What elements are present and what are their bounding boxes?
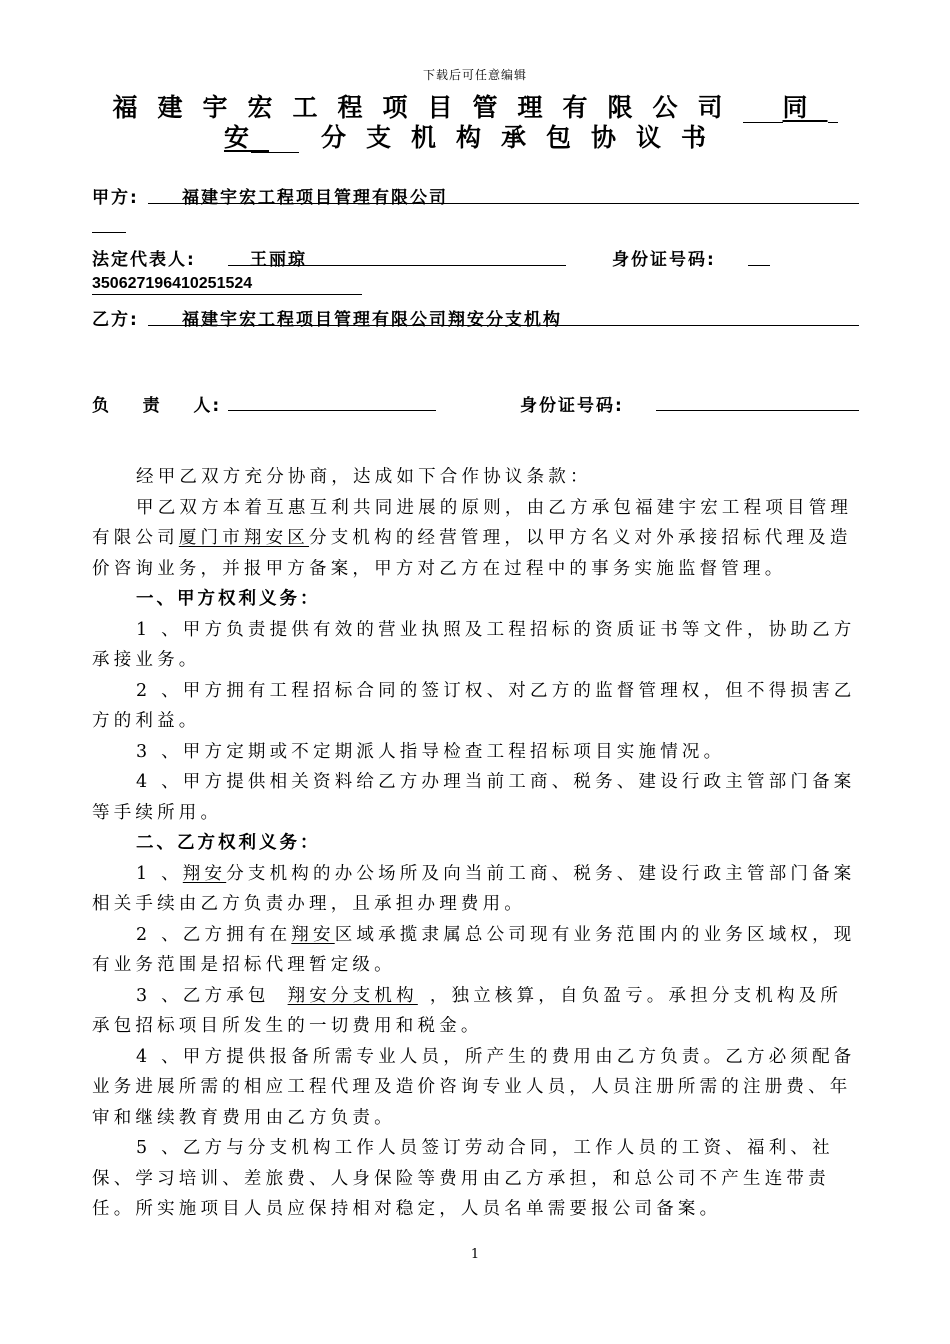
page-number: 1: [470, 1247, 480, 1262]
clause-b2-text-b: 区域承揽隶属总公司现有业务范围内的业务区域权，现有业务范围是招标代理暂定级。: [92, 924, 856, 975]
responsible-id-underline: [656, 410, 859, 411]
clause-b5: 5 、乙方与分支机构工作人员签订劳动合同，工作人员的工资、福利、社保、学习培训、差旅费、人身保险等费用由乙方承担，和总公司不产生连带责任。所实施项目人员应保持相对稳定，人员名单需要报公司备案。: [92, 1138, 834, 1219]
section-1-heading: 一、甲方权利义务：: [136, 589, 321, 609]
title-fill-1: 同: [782, 93, 828, 122]
clause-b2: [92, 920, 860, 981]
purpose-place: 厦门市翔安区: [178, 528, 310, 548]
clause-b1-place: 翔安: [182, 863, 227, 884]
responsible-label: 负 责 人:: [92, 396, 222, 416]
clause-b2-text-a: 2 、乙方拥有在: [136, 924, 292, 945]
party-b-name: 福建宇宏工程项目管理有限公司翔安分支机构: [182, 310, 562, 330]
legal-rep-label: 法定代表人:: [92, 250, 196, 270]
legal-rep-underline: [228, 265, 566, 266]
section-2-heading: 二、乙方权利义务：: [136, 833, 321, 853]
title-line-2: [0, 118, 950, 154]
title-prefix: 福建宇宏工程项目管理有限公司: [112, 93, 743, 122]
title-suffix: 分支机构承包协议书: [321, 123, 727, 152]
legal-rep-name: 王丽琼: [250, 250, 307, 270]
clause-a2: 2 、甲方拥有工程招标合同的签订权、对乙方的监督管理权，但不得损害乙方的利益。: [92, 680, 856, 731]
responsible-underline: [228, 410, 436, 411]
legal-rep-id-label: 身份证号码:: [612, 250, 716, 270]
header-note: 下载后可任意编辑: [422, 68, 527, 82]
intro-paragraph: 经甲乙双方充分协商，达成如下合作协议条款：: [136, 467, 592, 487]
clause-b1: [92, 859, 860, 920]
purpose-text-a: 甲乙双方本着互惠互利共同进展的原则，由乙方承包福建宇宏工程项目管理有限公司: [92, 497, 853, 548]
clause-a1: 1 、甲方负责提供有效的营业执照及工程招标的资质证书等文件，协助乙方承接业务。: [92, 619, 856, 670]
clause-a4: 4 、甲方提供相关资料给乙方办理当前工商、税务、建设行政主管部门备案等手续所用。: [92, 772, 856, 823]
clause-b3-text-b: ，独立核算，自负盈亏。承担分支机构及所承包招标项目所发生的一切费用和税金。: [92, 985, 843, 1036]
agreement-body: [92, 462, 860, 1225]
purpose-text-b: 分支机构的经营管理，以甲方名义对外承接招标代理及造价咨询业务，并报甲方备案，甲方对乙方在过程中的事务实施监督管理。: [92, 528, 852, 579]
purpose-paragraph: [92, 493, 860, 585]
responsible-id-label: 身份证号码:: [520, 396, 624, 416]
party-b-label: 乙方:: [92, 310, 139, 330]
clause-b2-place: 翔安: [291, 924, 335, 945]
party-a-label: 甲方:: [92, 188, 139, 208]
party-b-underline: [148, 325, 859, 326]
clause-b3: [92, 981, 860, 1042]
clause-b1-num: 1 、: [136, 863, 183, 884]
clause-b1-text: 分支机构的办公场所及向当前工商、税务、建设行政主管部门备案相关手续由乙方负责办理，且承担办理费用。: [92, 863, 856, 914]
legal-rep-id-underline: [748, 265, 770, 266]
legal-rep-id-number-underline: [92, 294, 362, 295]
clause-b3-text-a: 3 、乙方承包: [136, 985, 270, 1006]
clause-b3-fill: 翔安分支机构: [287, 985, 418, 1006]
party-a-underline: [148, 203, 859, 204]
party-a-underline-cont: [92, 232, 126, 233]
title-fill-2: 安: [223, 123, 269, 152]
clause-b4: 4 、甲方提供报备所需专业人员，所产生的费用由乙方负责。乙方必须配备业务进展所需的相应工程代理及造价咨询专业人员，人员注册所需的注册费、年审和继续教育费用由乙方负责。: [92, 1046, 856, 1128]
legal-rep-id-number: 350627196410251524: [92, 275, 253, 292]
clause-a3: 3 、甲方定期或不定期派人指导检查工程招标项目实施情况。: [136, 741, 726, 762]
title-blank: [251, 123, 299, 153]
party-a-name: 福建宇宏工程项目管理有限公司: [182, 188, 448, 208]
